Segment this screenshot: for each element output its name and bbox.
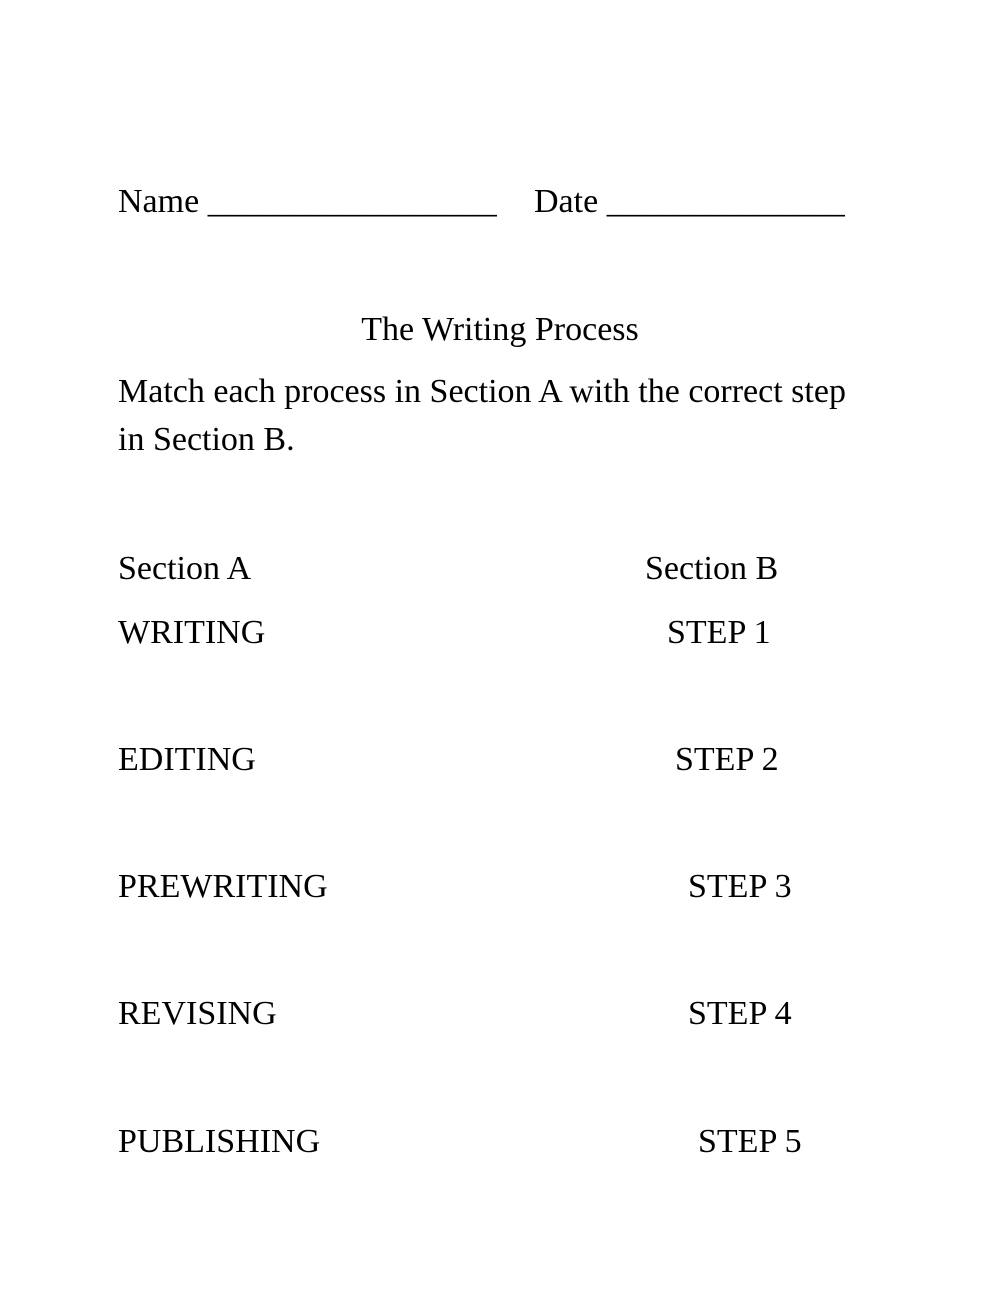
section-a-item-editing: EDITING (118, 741, 256, 778)
name-field (118, 178, 497, 226)
section-b-heading: Section B (645, 550, 779, 587)
date-field (534, 178, 845, 226)
section-a-item-publishing: PUBLISHING (118, 1123, 321, 1160)
section-b-item-step-2: STEP 2 (675, 741, 779, 778)
section-b-item-step-1: STEP 1 (667, 614, 771, 651)
section-a-item-writing: WRITING (118, 614, 266, 651)
section-a-item-prewriting: PREWRITING (118, 868, 328, 905)
name-label: Name (118, 183, 200, 220)
section-b-item-step-5: STEP 5 (698, 1123, 802, 1160)
worksheet-title: The Writing Process (361, 311, 639, 348)
section-a-item-revising: REVISING (118, 995, 277, 1032)
name-blank: _________________ (207, 183, 497, 220)
section-b-item-step-3: STEP 3 (688, 868, 792, 905)
date-label: Date (534, 183, 599, 220)
section-a-heading: Section A (118, 550, 252, 587)
instructions: Match each process in Section A with the correct step in Section B. (118, 373, 846, 458)
section-b-item-step-4: STEP 4 (688, 995, 792, 1032)
date-blank: ______________ (606, 183, 845, 220)
